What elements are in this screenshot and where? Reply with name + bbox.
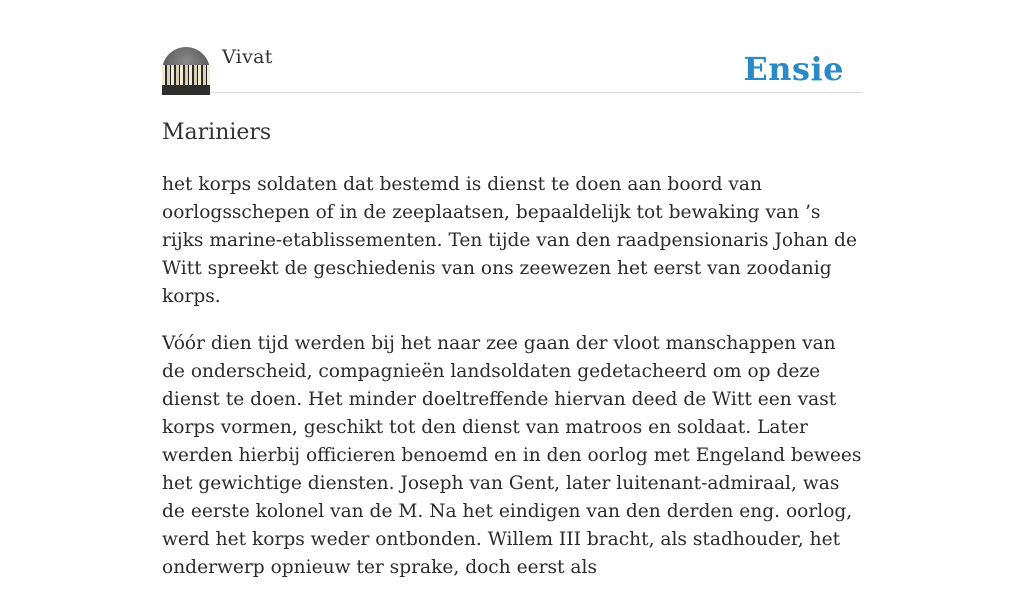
paragraph: Vóór dien tijd werden bij het naar zee gaan der vloot manschappen van de onderscheid, compagnieën landsoldaten gedetacheerd om op deze dienst te doen. Het minder doeltreffende hiervan deed de Witt een vast korps vormen, geschikt tot den dienst van matroos en soldaat. Later werden hierbij officieren benoemd en in den oorlog met Engeland bewees het gewichtige diensten. Joseph van Gent, later luitenant-admiraal, was de eerste kolonel van de M. Na het eindigen van den derden eng. oorlog, werd het korps weder ontbonden. Willem III bracht, als stadhouder, het onderwerp opnieuw ter sprake, doch eerst als [162,333,862,578]
header [162,0,862,93]
page [162,0,862,601]
author-avatar[interactable] [162,47,210,95]
author-name[interactable]: Vivat [222,46,273,68]
article-body [162,171,862,582]
site-logo[interactable]: Ensie [743,50,844,88]
paragraph: het korps soldaten dat bestemd is dienst te doen aan boord van oorlogsschepen of in de zeeplaatsen, bepaaldelijk tot bewaking van ’s rijks marine-etablissementen. Ten tijde van den raadpensionaris Johan de Witt spreekt de geschiedenis van ons zeewezen het eerst van zoodanig korps. [162,174,857,307]
bookshelf-image [162,65,210,87]
shelf-base [162,85,210,95]
article-title: Mariniers [162,120,272,145]
